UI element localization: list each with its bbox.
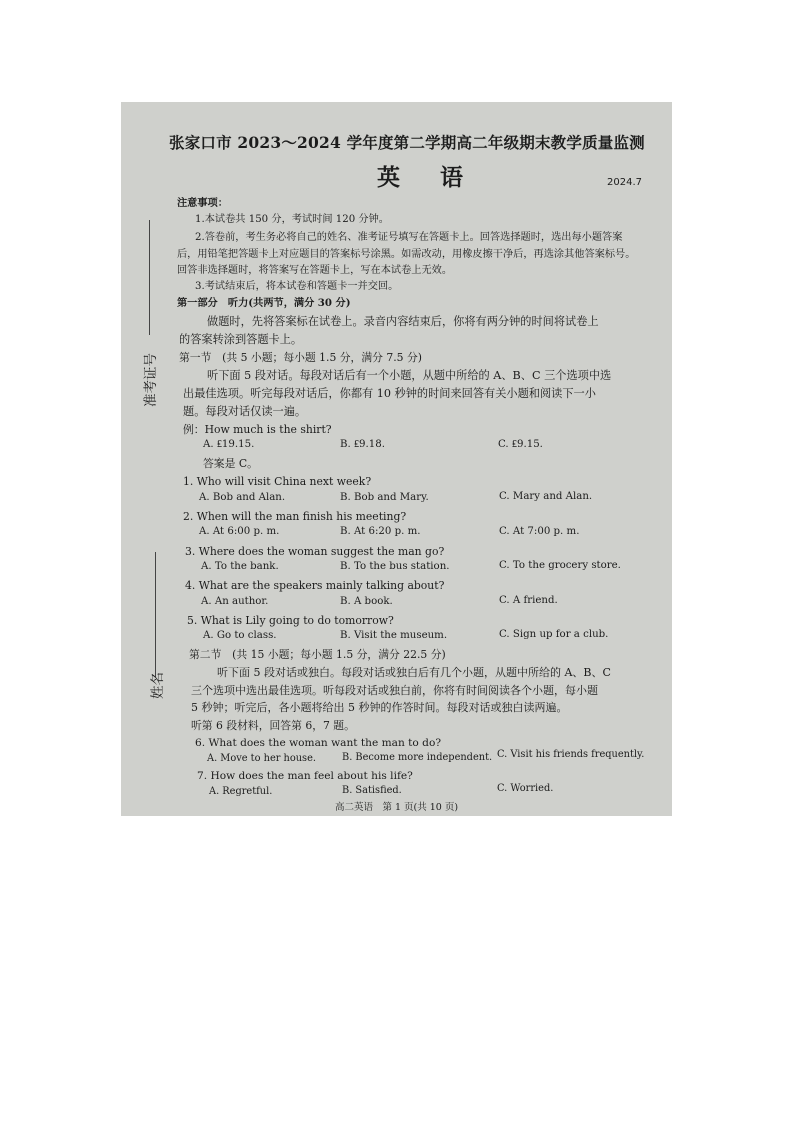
q4-option-c: C. A friend. xyxy=(499,595,558,606)
q4-option-a: A. An author. xyxy=(201,596,269,607)
name-line xyxy=(155,552,156,677)
exam-id-line xyxy=(149,220,150,335)
question-1: 1. Who will visit China next week? xyxy=(183,475,372,488)
question-5: 5. What is Lily going to do tomorrow? xyxy=(187,614,394,627)
q7-option-a: A. Regretful. xyxy=(209,786,273,797)
section2-intro: 听下面 5 段对话或独白。每段对话或独白后有几个小题，从题中所给的 A、B、C xyxy=(217,666,611,679)
question-7: 7. How does the man feel about his life? xyxy=(197,770,413,782)
section2-intro: 5 秒钟；听完后，各小题将给出 5 秒钟的作答时间。每段对话或独白读两遍。 xyxy=(191,701,568,714)
notice-line: 3.考试结束后，将本试卷和答题卡一并交回。 xyxy=(195,281,399,292)
section2-material: 听第 6 段材料，回答第 6，7 题。 xyxy=(191,719,355,732)
q6-option-c: C. Visit his friends frequently. xyxy=(497,749,645,760)
q3-option-b: B. To the bus station. xyxy=(340,561,450,572)
section2-heading: 第二节 (共 15 小题；每小题 1.5 分，满分 22.5 分) xyxy=(189,648,446,661)
section1-intro: 题。每段对话仅读一遍。 xyxy=(183,405,307,418)
section1-intro: 听下面 5 段对话。每段对话后有一个小题，从题中所给的 A、B、C 三个选项中选 xyxy=(207,369,612,382)
subject-title: 英 语 xyxy=(377,164,480,191)
q4-option-b: B. A book. xyxy=(340,596,393,607)
q7-option-c: C. Worried. xyxy=(497,783,554,794)
question-2: 2. When will the man finish his meeting? xyxy=(183,510,407,523)
q5-option-b: B. Visit the museum. xyxy=(340,630,448,641)
example-option-c: C. ₤9.15. xyxy=(498,439,543,450)
notice-line: 2.答卷前，考生务必将自己的姓名、准考证号填写在答题卡上。回答选择题时，选出每小题答案 xyxy=(195,232,623,243)
q2-option-a: A. At 6:00 p. m. xyxy=(199,526,280,537)
q1-option-c: C. Mary and Alan. xyxy=(499,491,593,502)
exam-id-label: 准考证号 xyxy=(143,353,159,407)
q3-option-c: C. To the grocery store. xyxy=(499,560,621,571)
example-answer: 答案是 C。 xyxy=(203,457,258,470)
question-6: 6. What does the woman want the man to do? xyxy=(195,737,442,749)
part1-intro: 做题时，先将答案标在试卷上。录音内容结束后，你将有两分钟的时间将试卷上 xyxy=(207,315,599,328)
notice-line: 回答非选择题时，将答案写在答题卡上，写在本试卷上无效。 xyxy=(177,265,453,276)
question-3: 3. Where does the woman suggest the man go? xyxy=(185,545,445,558)
section2-intro: 三个选项中选出最佳选项。听每段对话或独白前，你将有时间阅读各个小题，每小题 xyxy=(191,684,598,697)
q1-option-b: B. Bob and Mary. xyxy=(340,492,429,503)
q7-option-b: B. Satisfied. xyxy=(342,785,402,796)
example-option-a: A. ₤19.15. xyxy=(203,439,255,450)
exam-title: 张家口市 2023～2024 学年度第二学期高二年级期末教学质量监测 xyxy=(169,133,645,152)
example-option-b: B. ₤9.18. xyxy=(340,439,385,450)
notice-line: 1.本试卷共 150 分，考试时间 120 分钟。 xyxy=(195,214,389,225)
q6-option-b: B. Become more independent. xyxy=(342,752,493,763)
section1-heading: 第一节 (共 5 小题；每小题 1.5 分，满分 7.5 分) xyxy=(179,351,422,364)
example-question: 例：How much is the shirt? xyxy=(183,423,332,436)
q1-option-a: A. Bob and Alan. xyxy=(199,492,286,503)
q3-option-a: A. To the bank. xyxy=(201,561,279,572)
exam-date: 2024.7 xyxy=(607,177,642,188)
q6-option-a: A. Move to her house. xyxy=(207,753,316,764)
question-4: 4. What are the speakers mainly talking about? xyxy=(185,579,445,592)
q2-option-b: B. At 6:20 p. m. xyxy=(340,526,421,537)
q5-option-c: C. Sign up for a club. xyxy=(499,629,609,640)
part1-heading: 第一部分 听力(共两节，满分 30 分) xyxy=(177,297,351,309)
page-footer: 高二英语 第 1 页(共 10 页) xyxy=(334,802,459,813)
name-label: 姓名 xyxy=(150,672,166,699)
q5-option-a: A. Go to class. xyxy=(203,630,277,641)
part1-intro: 的答案转涂到答题卡上。 xyxy=(179,333,303,346)
q2-option-c: C. At 7:00 p. m. xyxy=(499,526,580,537)
exam-page-photo xyxy=(121,102,672,816)
notice-heading: 注意事项： xyxy=(177,197,228,209)
section1-intro: 出最佳选项。听完每段对话后，你都有 10 秒钟的时间来回答有关小题和阅读下一小 xyxy=(183,387,596,400)
notice-line: 后，用铅笔把答题卡上对应题目的答案标号涂黑。如需改动，用橡皮擦干净后，再选涂其他答案标号。 xyxy=(177,249,636,260)
